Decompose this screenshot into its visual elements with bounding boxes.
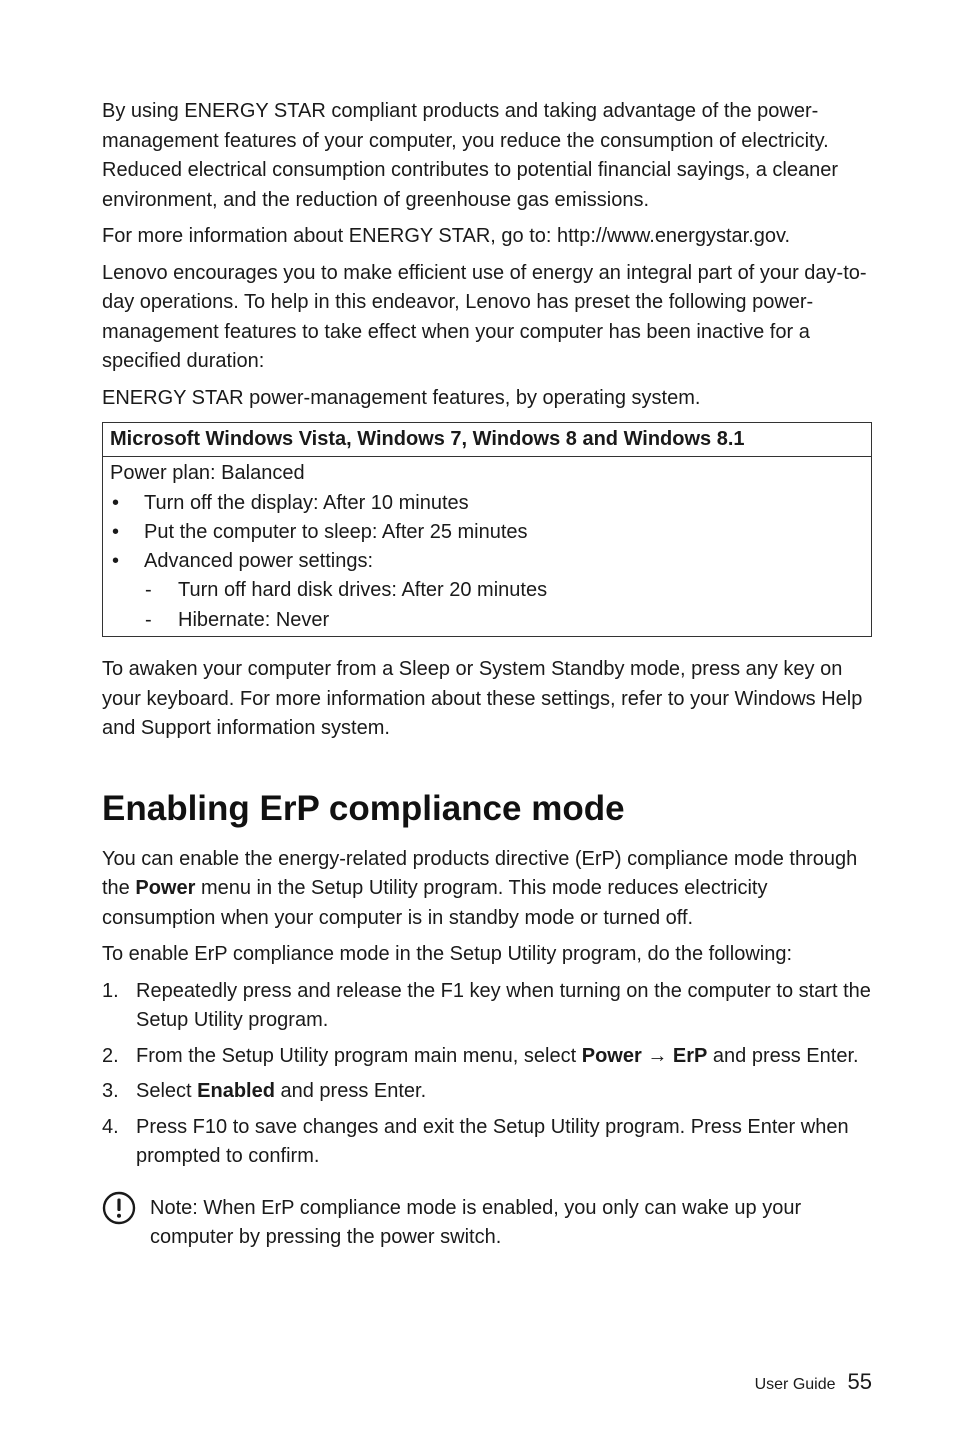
table-body-cell bbox=[103, 457, 872, 637]
list-item bbox=[110, 489, 864, 518]
bullet-marker: • bbox=[112, 550, 120, 573]
step-number: 3. bbox=[102, 1080, 119, 1103]
exclamation-circle-icon bbox=[102, 1191, 136, 1225]
table-body-row bbox=[103, 457, 872, 637]
list-item-text: Turn off the display: After 10 minutes bbox=[144, 491, 469, 514]
sub-list-item bbox=[110, 606, 864, 635]
steps-list bbox=[102, 977, 877, 1172]
step-item: 3. Select Enabled and press Enter. bbox=[102, 1077, 877, 1107]
step-number: 1. bbox=[102, 979, 119, 1002]
steps-lead-paragraph: To enable ErP compliance mode in the Setup Utility program, do the following: bbox=[102, 943, 793, 966]
power-term: Power bbox=[581, 1044, 642, 1067]
awaken-paragraph: To awaken your computer from a Sleep or System Standby mode, press any key on your keyboard. For more information about these settings, refer to your Windows Help and Support information system. bbox=[102, 658, 863, 740]
list-item bbox=[110, 547, 864, 576]
page-number: 55 bbox=[847, 1369, 872, 1394]
sub-list-item bbox=[110, 576, 864, 605]
footer-guide-title: User Guide bbox=[754, 1376, 836, 1393]
more-info-paragraph: For more information about ENERGY STAR, go to: http://www.energystar.gov. bbox=[102, 225, 791, 247]
power-plan-line: Power plan: Balanced bbox=[110, 462, 305, 485]
table-header-cell: Microsoft Windows Vista, Windows 7, Windows 8 and Windows 8.1 bbox=[103, 423, 872, 457]
sub-list-item-text: Turn off hard disk drives: After 20 minutes bbox=[178, 579, 548, 602]
power-management-table bbox=[102, 422, 872, 637]
dash-marker: - bbox=[145, 579, 152, 602]
list-item-text: Advanced power settings: bbox=[144, 550, 374, 573]
step-item: 2. From the Setup Utility program main menu, select Power → ErP and press Enter. bbox=[102, 1042, 877, 1072]
page-content bbox=[102, 97, 877, 1253]
features-caption: ENERGY STAR power-management features, by operating system. bbox=[102, 386, 701, 409]
step-number: 4. bbox=[102, 1115, 119, 1138]
section-heading: Enabling ErP compliance mode bbox=[102, 788, 625, 828]
step-text: Press F10 to save changes and exit the Setup Utility program. Press Enter when prompted to confirm. bbox=[136, 1115, 849, 1168]
list-item bbox=[110, 518, 864, 547]
enabled-term: Enabled bbox=[197, 1080, 275, 1103]
note-text: : When ErP compliance mode is enabled, you only can wake up your computer by pressing the power switch. bbox=[150, 1196, 802, 1249]
energy-star-intro-paragraph: By using ENERGY STAR compliant products and taking advantage of the power-management features of your computer, you reduce the consumption of electricity. Reduced electrical consumption contributes to potential financial sayings, a cleaner environment, and the reduction of greenhouse gas emissions. bbox=[102, 100, 838, 211]
sub-list-item-text: Hibernate: Never bbox=[178, 608, 330, 631]
bullet-marker: • bbox=[112, 491, 120, 514]
right-arrow-icon: → bbox=[641, 1044, 673, 1067]
dash-marker: - bbox=[145, 608, 152, 631]
erp-intro-paragraph: You can enable the energy-related products directive (ErP) compliance mode through the Power menu in the Setup Utility program. This mode reduces electricity consumption when your computer is in standby mode or turned off. bbox=[102, 847, 858, 929]
step-text: Repeatedly press and release the F1 key when turning on the computer to start the Setup Utility program. bbox=[136, 979, 871, 1032]
step-number: 2. bbox=[102, 1044, 119, 1067]
step-item bbox=[102, 1113, 877, 1172]
page-footer bbox=[755, 1367, 872, 1400]
lenovo-encourages-paragraph: Lenovo encourages you to make efficient use of energy an integral part of your day-to-day operations. To help in this endeavor, Lenovo has preset the following power-management features to take effect when your computer has been inactive for a specified duration: bbox=[102, 261, 867, 372]
bullet-marker: • bbox=[112, 520, 120, 543]
table-header-row bbox=[103, 423, 872, 457]
note-box bbox=[102, 1194, 877, 1253]
note-label: Note bbox=[150, 1196, 193, 1219]
list-item-text: Put the computer to sleep: After 25 minutes bbox=[144, 520, 528, 543]
power-menu-term: Power bbox=[135, 877, 196, 900]
erp-term: ErP bbox=[672, 1044, 708, 1067]
step-item bbox=[102, 977, 877, 1036]
